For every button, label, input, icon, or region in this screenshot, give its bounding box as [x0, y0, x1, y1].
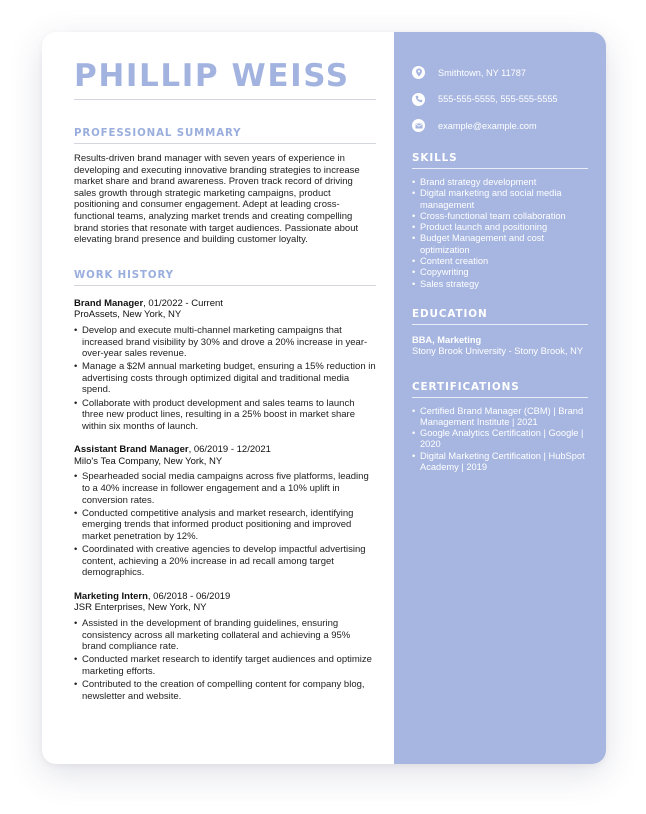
job-bullet: • Coordinated with creative agencies to develop impactful advertising content, achieving a 20% increase in ad recall among target demographics.: [74, 544, 376, 579]
job-bullet: • Conducted competitive analysis and market research, identifying emerging trends that informed product positioning and improved market penetration by 12%.: [74, 508, 376, 543]
skill-item: • Product launch and positioning: [412, 222, 592, 233]
job-bullet: • Develop and execute multi-channel marketing campaigns that increased brand visibility by 30% and drove a 20% increase in year-over-year sales revenue.: [74, 325, 376, 360]
job-role: Marketing Intern: [74, 590, 148, 602]
skill-item: • Content creation: [412, 256, 592, 267]
education-school: Stony Brook University - Stony Brook, NY: [412, 346, 584, 357]
job-entry: [74, 298, 376, 433]
contact-phone: [412, 93, 592, 106]
education-heading: EDUCATION: [412, 307, 488, 320]
job-bullets: [74, 618, 376, 702]
education-entry: [412, 335, 592, 358]
skills-heading: SKILLS: [412, 152, 458, 164]
education-divider: [412, 324, 588, 325]
job-header: [74, 444, 376, 456]
job-role: Assistant Brand Manager: [74, 444, 189, 456]
skill-item: • Cross-functional team collaboration: [412, 211, 592, 222]
summary-divider: [74, 143, 376, 144]
skill-item: • Digital marketing and social media management: [412, 188, 592, 211]
job-bullet: • Spearheaded social media campaigns across five platforms, leading to a 40% increase in follower engagement and a 10% uplift in conversion rates.: [74, 471, 376, 506]
job-bullets: [74, 325, 376, 432]
job-dates: , 06/2019 - 12/2021: [188, 444, 271, 456]
job-company: JSR Enterprises, New York, NY: [74, 602, 207, 614]
summary-heading: PROFESSIONAL SUMMARY: [74, 128, 242, 139]
skill-item: • Sales strategy: [412, 279, 592, 290]
job-company: Milo's Tea Company, New York, NY: [74, 455, 223, 467]
certification-item: • Digital Marketing Certification | HubSpot Academy | 2019: [412, 451, 592, 474]
work-history-heading: WORK HISTORY: [74, 269, 174, 281]
certifications-divider: [412, 397, 588, 398]
contact-email: [412, 119, 592, 132]
phone-text: 555-555-5555, 555-555-5555: [438, 94, 558, 104]
sidebar: [394, 32, 606, 764]
certifications-list: [412, 406, 592, 474]
skills-divider: [412, 168, 588, 169]
job-dates: , 06/2018 - 06/2019: [147, 590, 231, 602]
job-bullet: • Assisted in the development of branding guidelines, ensuring consistency across all marketing collateral and achieving a 95% brand compliance rate.: [74, 618, 376, 653]
job-bullets: [74, 471, 376, 578]
resume-page: [42, 32, 606, 764]
job-bullet: • Manage a $2M annual marketing budget, ensuring a 15% reduction in advertising costs through optimized digital and traditional media spend.: [74, 361, 376, 396]
name-divider: [74, 99, 376, 100]
job-header: [74, 298, 376, 310]
skill-item: • Budget Management and cost optimization: [412, 233, 592, 256]
job-bullet: • Conducted market research to identify target audiences and optimize marketing efforts.: [74, 654, 376, 677]
job-bullet: • Contributed to the creation of compelling content for company blog, newsletter and website.: [74, 679, 376, 702]
job-entry: [74, 444, 376, 579]
skill-item: • Copywriting: [412, 267, 592, 278]
phone-icon: [412, 93, 425, 106]
skills-list: [412, 177, 592, 290]
job-bullet: • Collaborate with product development and sales teams to launch three new product lines, resulting in a 25% boost in market share within six months of launch.: [74, 398, 376, 433]
job-header: [74, 591, 376, 603]
certification-item: • Google Analytics Certification | Google | 2020: [412, 428, 592, 451]
candidate-name: PHILLIP WEISS: [74, 58, 350, 94]
job-dates: , 01/2022 - Current: [143, 297, 223, 309]
email-text: example@example.com: [438, 120, 537, 131]
summary-text: Results-driven brand manager with seven years of experience in developing and executing innovative branding strategies to increase market share and brand awareness. Proven track record of driving sales growth through strategic marketing campaigns, product positioning and consumer engagement. Adept at leading cross-functional teams, analyzing market trends and creating compelling brand stories that resonate with target audiences. Passionate about elevating brand presence and building customer loyalty.: [74, 153, 360, 246]
location-pin-icon: [412, 66, 425, 79]
address-text: Smithtown, NY 11787: [438, 67, 527, 78]
job-role: Brand Manager: [74, 297, 144, 309]
certification-item: • Certified Brand Manager (CBM) | Brand Management Institute | 2021: [412, 406, 592, 429]
education-degree: BBA, Marketing: [412, 334, 482, 345]
contact-address: [412, 66, 592, 79]
job-company: ProAssets, New York, NY: [74, 309, 182, 321]
main-column: [42, 32, 394, 764]
email-icon: [412, 119, 425, 132]
work-history-divider: [74, 285, 376, 286]
job-entry: [74, 591, 376, 702]
certifications-heading: CERTIFICATIONS: [412, 380, 520, 393]
skill-item: • Brand strategy development: [412, 177, 592, 188]
